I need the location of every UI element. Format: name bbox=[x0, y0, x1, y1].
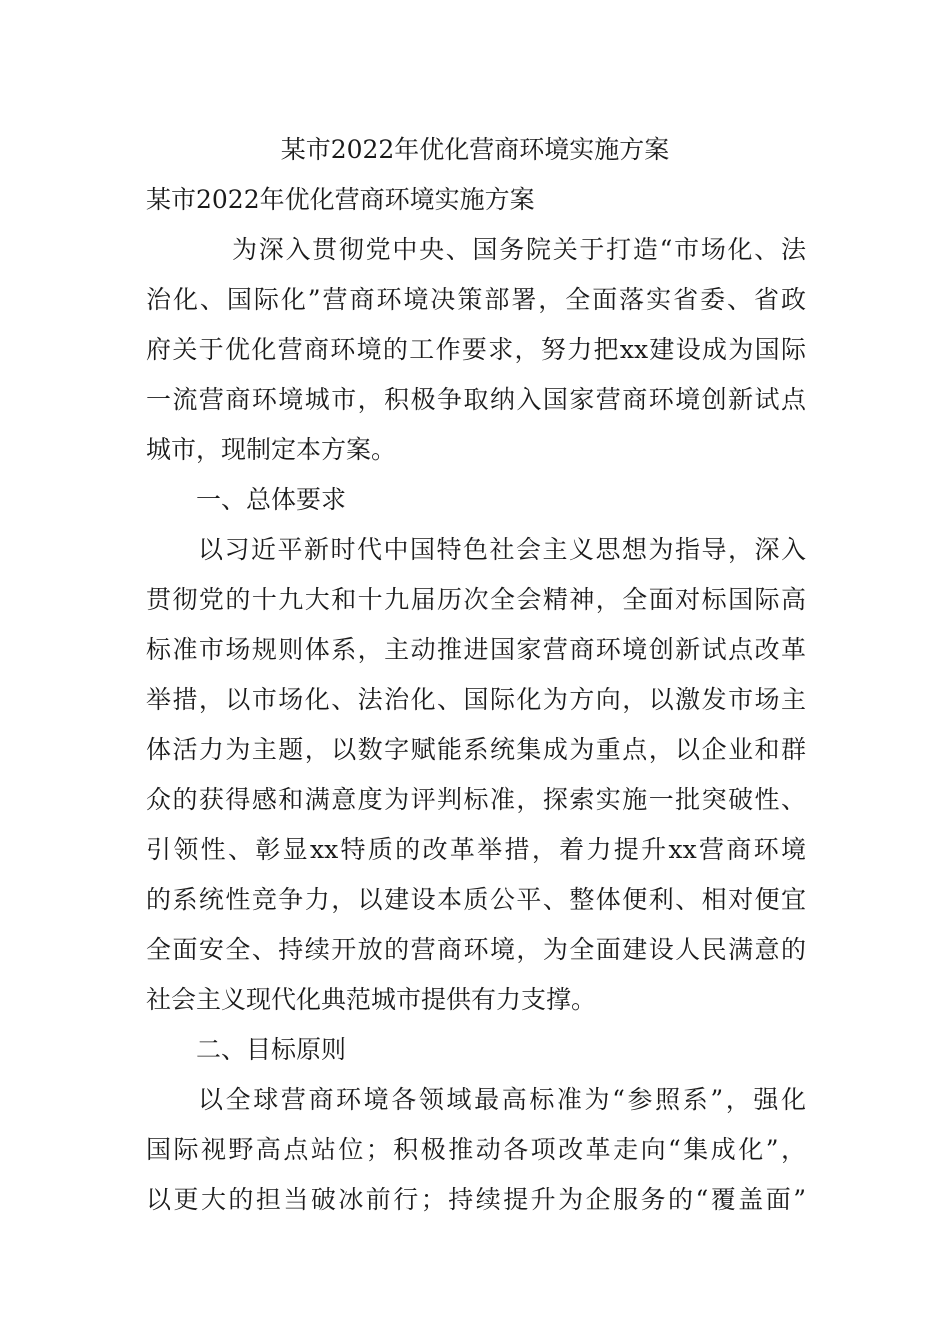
section1-line-8: 的系统性竞争力，以建设本质公平、整体便利、相对便宜 bbox=[146, 885, 806, 914]
section1-line-3: 标准市场规则体系，主动推进国家营商环境创新试点改革 bbox=[146, 635, 806, 664]
section2-line-2: 国际视野高点站位；积极推动各项改革走向“集成化”， bbox=[146, 1135, 806, 1164]
section1-line-7: 引领性、彰显xx特质的改革举措，着力提升xx营商环境 bbox=[146, 835, 806, 864]
intro-line-3: 府关于优化营商环境的工作要求，努力把xx建设成为国际 bbox=[146, 335, 806, 364]
section2-line-1: 以全球营商环境各领域最高标准为“参照系”，强化 bbox=[198, 1085, 806, 1114]
section1-line-1: 以习近平新时代中国特色社会主义思想为指导，深入 bbox=[198, 535, 806, 564]
section-heading-goals-principles: 二、目标原则 bbox=[196, 1035, 347, 1064]
intro-line-5: 城市，现制定本方案。 bbox=[146, 435, 397, 464]
intro-line-4: 一流营商环境城市，积极争取纳入国家营商环境创新试点 bbox=[146, 385, 806, 414]
intro-line-2: 治化、国际化”营商环境决策部署，全面落实省委、省政 bbox=[146, 285, 806, 314]
section1-line-2: 贯彻党的十九大和十九届历次全会精神，全面对标国际高 bbox=[146, 585, 806, 614]
section1-line-4: 举措，以市场化、法治化、国际化为方向，以激发市场主 bbox=[146, 685, 806, 714]
document-title: 某市2022年优化营商环境实施方案 bbox=[280, 135, 670, 164]
section-heading-overall-requirements: 一、总体要求 bbox=[196, 485, 347, 514]
intro-line-1: 为深入贯彻党中央、国务院关于打造“市场化、法 bbox=[232, 235, 806, 264]
section1-line-10: 社会主义现代化典范城市提供有力支撑。 bbox=[146, 985, 597, 1014]
document-subtitle: 某市2022年优化营商环境实施方案 bbox=[146, 185, 535, 214]
section1-line-5: 体活力为主题，以数字赋能系统集成为重点，以企业和群 bbox=[146, 735, 806, 764]
section1-line-9: 全面安全、持续开放的营商环境，为全面建设人民满意的 bbox=[146, 935, 806, 964]
section1-line-6: 众的获得感和满意度为评判标准，探索实施一批突破性、 bbox=[146, 785, 806, 814]
section2-line-3: 以更大的担当破冰前行；持续提升为企服务的“覆盖面” bbox=[146, 1185, 806, 1214]
